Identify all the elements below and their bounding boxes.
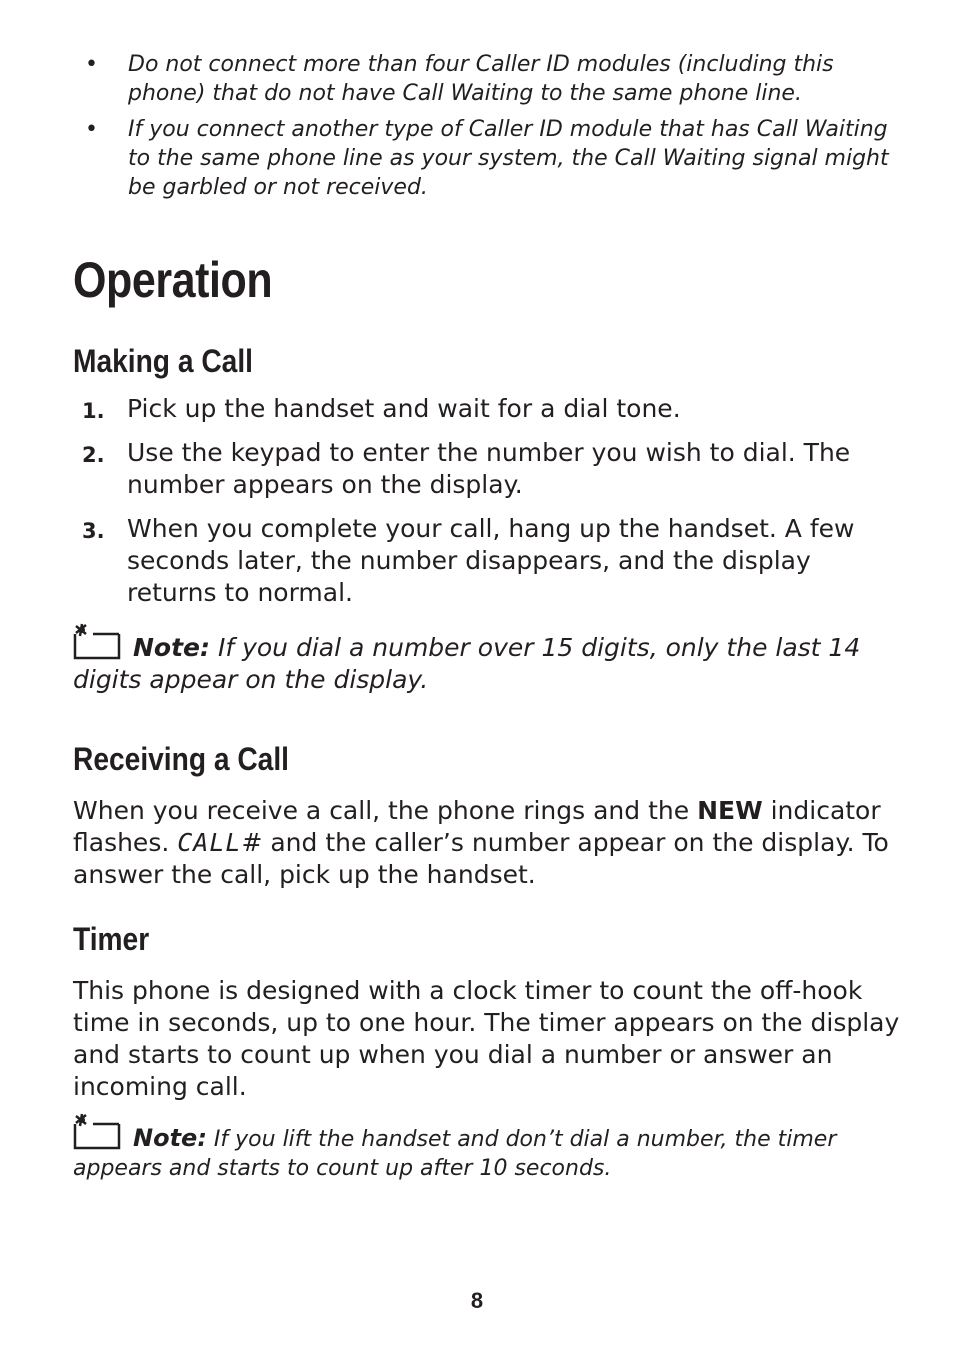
receiving-text-3: # and the caller’s number appear on the display. To answer the call, pick up the handset. (73, 828, 889, 889)
step-item (73, 393, 903, 425)
step-text: Use the keypad to enter the number you wish to dial. The number appears on the display. (127, 438, 851, 499)
new-indicator-label: NEW (697, 796, 763, 825)
step-item (73, 437, 903, 501)
bullet-text: If you connect another type of Caller ID module that has Call Waiting to the same phone line as your system, the Call Waiting signal might be garbled or not received. (128, 117, 889, 200)
receiving-call-heading: Receiving a Call (73, 741, 289, 777)
section-title: Operation (73, 252, 273, 308)
bullet-dot: • (85, 117, 98, 142)
making-call-heading: Making a Call (73, 343, 253, 379)
note-pad-icon (73, 1112, 129, 1152)
note-label: Note: (133, 633, 211, 662)
bullet-dot: • (85, 52, 98, 77)
step-number: 3. (82, 519, 105, 543)
note-text: If you dial a number over 15 digits, only the last 14 digits appear on the display. (73, 633, 861, 694)
timer-note (73, 1112, 903, 1183)
step-number: 2. (82, 443, 105, 467)
caller-id-bullet-list (73, 50, 903, 209)
timer-heading: Timer (73, 921, 150, 957)
note-label: Note: (133, 1124, 207, 1152)
step-number: 1. (82, 399, 105, 423)
dial-note (73, 622, 903, 696)
receiving-text-1: When you receive a call, the phone rings and the (73, 796, 698, 825)
step-text: Pick up the handset and wait for a dial tone. (127, 394, 681, 423)
bullet-item (73, 115, 903, 202)
receiving-text-2: indicator flashes. (73, 796, 881, 857)
lcd-call-text: CALL (177, 828, 242, 857)
page-number: 8 (470, 1288, 484, 1313)
note-pad-icon (73, 622, 129, 662)
making-call-steps (73, 393, 903, 621)
step-text: When you complete your call, hang up the handset. A few seconds later, the number disappears, and the display returns to normal. (127, 514, 855, 607)
bullet-text: Do not connect more than four Caller ID modules (including this phone) that do not have Call Waiting to the same phone line. (128, 52, 834, 106)
timer-paragraph: This phone is designed with a clock timer to count the off-hook time in seconds, up to one hour. The timer appears on the display and starts to count up when you dial a number or answer an incoming call. (73, 976, 900, 1101)
receiving-call-paragraph (73, 795, 903, 891)
bullet-item (73, 50, 903, 108)
note-text: If you lift the handset and don’t dial a number, the timer appears and starts to count up after 10 seconds. (73, 1127, 837, 1181)
step-item (73, 513, 903, 609)
